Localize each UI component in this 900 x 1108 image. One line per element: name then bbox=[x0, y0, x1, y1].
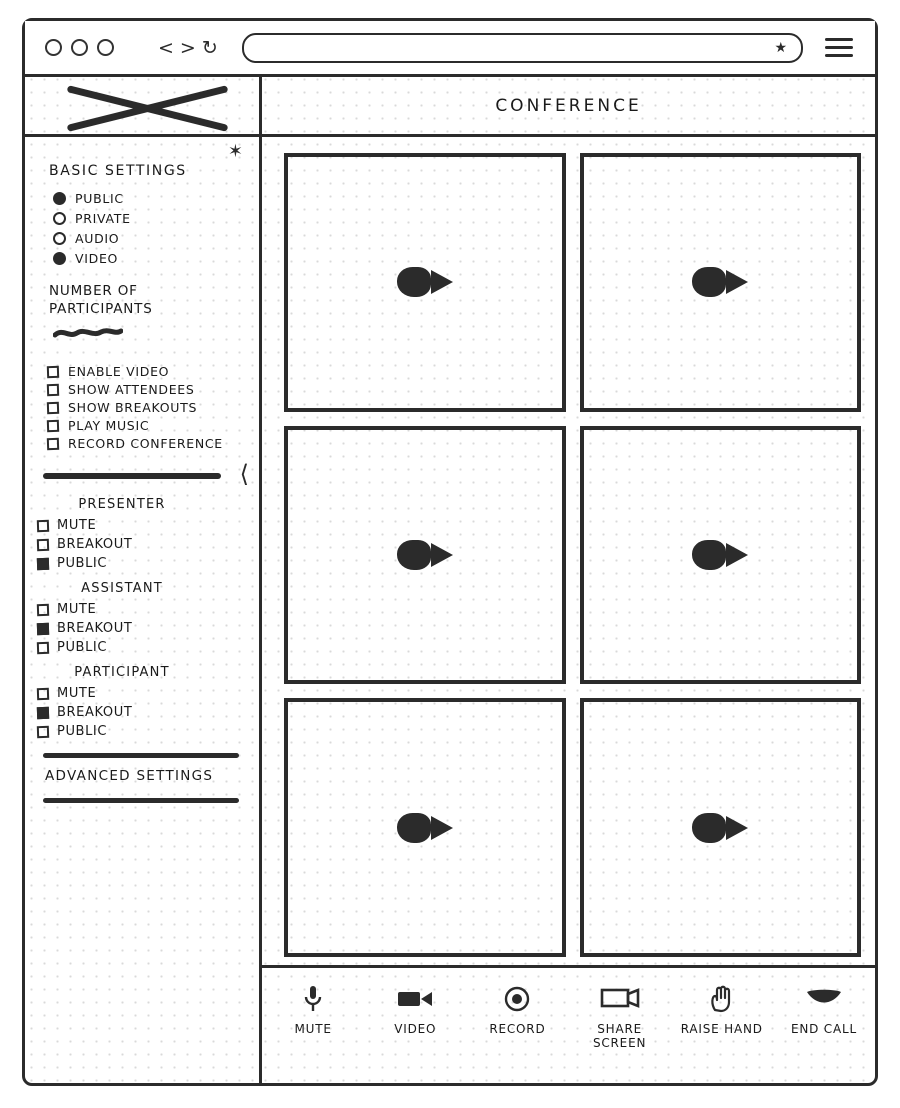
advanced-settings-heading[interactable]: ADVANCED SETTINGS bbox=[45, 768, 214, 785]
pin-icon[interactable]: ✶ bbox=[227, 141, 243, 162]
end-call-button[interactable] bbox=[773, 982, 875, 1036]
settings-slider[interactable] bbox=[43, 460, 249, 489]
avatar-head bbox=[692, 540, 726, 570]
avatar-body bbox=[431, 816, 453, 840]
back-icon[interactable]: < bbox=[158, 36, 174, 59]
avatar-body bbox=[726, 816, 748, 840]
checkbox-show-attendees[interactable] bbox=[47, 382, 259, 397]
page-title: CONFERENCE bbox=[495, 95, 642, 116]
participants-label-line2: PARTICIPANTS bbox=[49, 301, 153, 318]
option-label: BREAKOUT bbox=[57, 705, 133, 721]
presenter-option-breakout[interactable] bbox=[37, 537, 259, 552]
participant-video-tile-5[interactable] bbox=[284, 698, 566, 957]
conference-content bbox=[262, 137, 875, 1083]
participant-avatar-icon bbox=[692, 265, 748, 299]
option-label: PUBLIC bbox=[57, 724, 108, 740]
participant-avatar-icon bbox=[692, 538, 748, 572]
checkbox-indicator[interactable] bbox=[37, 539, 49, 551]
menu-line-3 bbox=[825, 54, 853, 57]
checkbox-indicator[interactable] bbox=[37, 623, 49, 635]
checkbox-indicator[interactable] bbox=[37, 707, 49, 719]
assistant-option-breakout[interactable] bbox=[37, 621, 259, 636]
checkbox-label: SHOW ATTENDEES bbox=[68, 382, 195, 398]
screen-share-icon bbox=[598, 982, 642, 1016]
close-window-dot[interactable] bbox=[45, 39, 62, 56]
basic-checkbox-group bbox=[25, 364, 259, 451]
radio-option-public[interactable] bbox=[53, 191, 259, 206]
participant-option-breakout[interactable] bbox=[37, 705, 259, 720]
logo-area bbox=[25, 77, 259, 137]
forward-icon[interactable]: > bbox=[179, 36, 196, 59]
radio-option-video[interactable] bbox=[53, 251, 259, 266]
settings-sidebar bbox=[25, 137, 259, 1083]
presenter-option-public[interactable] bbox=[37, 556, 259, 571]
raise-hand-icon bbox=[707, 982, 737, 1016]
basic-settings-heading: BASIC SETTINGS bbox=[49, 163, 187, 179]
tool-label: RECORD bbox=[489, 1022, 546, 1036]
checkbox-indicator[interactable] bbox=[37, 604, 49, 616]
checkbox-label: ENABLE VIDEO bbox=[68, 364, 170, 380]
video-camera-icon bbox=[395, 982, 435, 1016]
participant-video-tile-2[interactable] bbox=[580, 153, 862, 412]
maximize-window-dot[interactable] bbox=[97, 39, 114, 56]
avatar-head bbox=[397, 540, 431, 570]
hamburger-menu-icon[interactable] bbox=[825, 38, 853, 57]
checkbox-enable-video[interactable] bbox=[47, 364, 259, 379]
end-call-icon bbox=[802, 982, 846, 1016]
checkbox-label: SHOW BREAKOUTS bbox=[68, 400, 198, 416]
participant-avatar-icon bbox=[397, 538, 453, 572]
participant-option-public[interactable] bbox=[37, 724, 259, 739]
menu-line-2 bbox=[825, 46, 853, 49]
slider-track[interactable] bbox=[43, 473, 221, 479]
browser-window bbox=[22, 18, 878, 1086]
video-button[interactable] bbox=[364, 982, 466, 1036]
content-header bbox=[262, 77, 875, 137]
checkbox-indicator[interactable] bbox=[37, 688, 49, 700]
checkbox-label: RECORD CONFERENCE bbox=[68, 436, 223, 452]
participant-video-tile-3[interactable] bbox=[284, 426, 566, 685]
radio-label: VIDEO bbox=[75, 251, 119, 266]
call-controls-toolbar bbox=[262, 965, 875, 1061]
checkbox-indicator[interactable] bbox=[37, 642, 49, 654]
minimize-window-dot[interactable] bbox=[71, 39, 88, 56]
participants-label bbox=[49, 282, 259, 318]
option-label: MUTE bbox=[57, 602, 97, 618]
raise-hand-button[interactable] bbox=[671, 982, 773, 1036]
checkbox-play-music[interactable] bbox=[47, 418, 259, 433]
checkbox-indicator[interactable] bbox=[47, 420, 59, 432]
checkbox-indicator[interactable] bbox=[37, 726, 49, 738]
participants-squiggle-input[interactable] bbox=[53, 326, 123, 340]
tool-label: VIDEO bbox=[394, 1022, 437, 1036]
role-title-participant: PARTICIPANT bbox=[74, 665, 170, 681]
radio-indicator[interactable] bbox=[53, 212, 66, 225]
tool-label: RAISE HAND bbox=[680, 1022, 763, 1036]
radio-indicator[interactable] bbox=[53, 252, 66, 265]
assistant-option-public[interactable] bbox=[37, 640, 259, 655]
menu-line-1 bbox=[825, 38, 853, 41]
checkbox-indicator[interactable] bbox=[47, 402, 59, 414]
avatar-head bbox=[397, 267, 431, 297]
participant-avatar-icon bbox=[397, 265, 453, 299]
avatar-body bbox=[431, 543, 453, 567]
window-controls[interactable] bbox=[45, 39, 114, 56]
role-title-assistant: ASSISTANT bbox=[81, 581, 163, 597]
checkbox-indicator[interactable] bbox=[37, 520, 49, 532]
page-body bbox=[25, 77, 875, 1083]
option-label: MUTE bbox=[57, 686, 97, 702]
option-label: BREAKOUT bbox=[57, 537, 133, 553]
sidebar-divider-line-bottom bbox=[43, 798, 239, 803]
microphone-icon bbox=[303, 982, 323, 1016]
logo-x-icon bbox=[65, 85, 225, 129]
avatar-head bbox=[692, 813, 726, 843]
radio-option-audio[interactable] bbox=[53, 231, 259, 246]
participants-label-line1: NUMBER OF bbox=[49, 283, 138, 299]
checkbox-indicator[interactable] bbox=[37, 558, 49, 570]
checkbox-show-breakouts[interactable] bbox=[47, 400, 259, 415]
presenter-option-mute[interactable] bbox=[37, 518, 259, 533]
bookmark-star-icon[interactable]: ★ bbox=[774, 39, 787, 56]
slider-handle-icon[interactable]: ⟨ bbox=[239, 460, 249, 489]
assistant-option-mute[interactable] bbox=[37, 602, 259, 617]
avatar-head bbox=[692, 267, 726, 297]
radio-option-private[interactable] bbox=[53, 211, 259, 226]
avatar-head bbox=[397, 813, 431, 843]
radio-indicator[interactable] bbox=[53, 232, 66, 245]
record-icon bbox=[503, 982, 531, 1016]
record-button[interactable] bbox=[466, 982, 568, 1036]
avatar-body bbox=[431, 270, 453, 294]
option-label: MUTE bbox=[57, 518, 97, 534]
participant-video-tile-1[interactable] bbox=[284, 153, 566, 412]
option-label: BREAKOUT bbox=[57, 621, 133, 637]
reload-icon[interactable]: ↻ bbox=[201, 36, 218, 59]
sidebar-divider-line-top bbox=[43, 753, 239, 758]
radio-label: PRIVATE bbox=[75, 211, 131, 226]
avatar-body bbox=[726, 270, 748, 294]
radio-label: PUBLIC bbox=[75, 191, 124, 206]
checkbox-record-conference[interactable] bbox=[47, 436, 259, 451]
tool-label: SHARE SCREEN bbox=[592, 1022, 647, 1050]
share-screen-button[interactable] bbox=[569, 982, 671, 1050]
option-label: PUBLIC bbox=[57, 640, 108, 656]
avatar-body bbox=[726, 543, 748, 567]
tool-label: END CALL bbox=[790, 1022, 857, 1036]
radio-indicator[interactable] bbox=[53, 192, 66, 205]
participant-option-mute[interactable] bbox=[37, 686, 259, 701]
navigation-buttons[interactable] bbox=[158, 37, 218, 59]
option-label: PUBLIC bbox=[57, 556, 108, 572]
checkbox-label: PLAY MUSIC bbox=[68, 418, 150, 434]
checkbox-indicator[interactable] bbox=[47, 366, 59, 378]
participant-avatar-icon bbox=[397, 811, 453, 845]
mute-button[interactable] bbox=[262, 982, 364, 1036]
checkbox-indicator[interactable] bbox=[47, 438, 59, 450]
radio-label: AUDIO bbox=[75, 231, 120, 246]
role-title-presenter: PRESENTER bbox=[78, 497, 166, 513]
video-grid bbox=[284, 153, 861, 957]
participant-video-tile-4[interactable] bbox=[580, 426, 862, 685]
participant-avatar-icon bbox=[692, 811, 748, 845]
checkbox-indicator[interactable] bbox=[47, 384, 59, 396]
browser-chrome bbox=[25, 21, 875, 77]
tool-label: MUTE bbox=[294, 1022, 332, 1036]
address-bar[interactable] bbox=[242, 33, 803, 63]
participant-video-tile-6[interactable] bbox=[580, 698, 862, 957]
